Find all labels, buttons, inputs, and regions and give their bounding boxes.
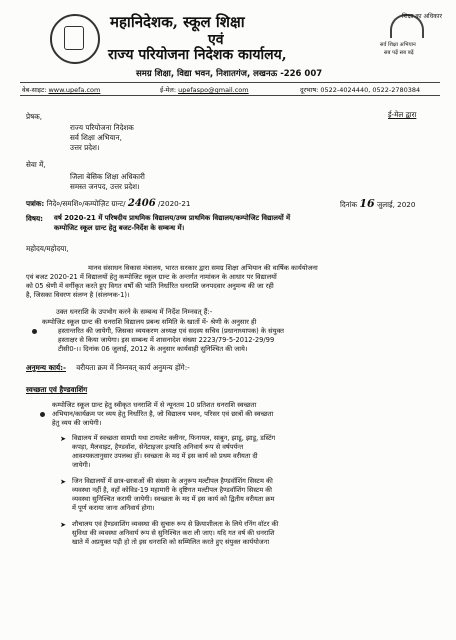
handwritten-letter-number: 2406 bbox=[127, 198, 156, 209]
arrow2-line3: व्यवस्था सुनिश्चित करायी जायेगी। स्वच्छता के मद में इस कार्य को द्वितीय वरीयता क्रम bbox=[72, 495, 275, 503]
handwritten-date-day: 16 bbox=[359, 197, 375, 210]
section-heading bbox=[26, 363, 190, 373]
sender-line3: उत्तर प्रदेश। bbox=[70, 143, 100, 152]
bullet1-line3: हस्ताक्षर से किया जायेगा। इस सम्बन्ध में शासनादेश संख्या 2223/79-5-2012-29/99 bbox=[58, 336, 275, 344]
website-label: वेब-साइट: bbox=[22, 86, 47, 94]
bullet1-dot bbox=[32, 321, 42, 340]
up-emblem-logo bbox=[50, 14, 100, 64]
reference-year: /2020-21 bbox=[158, 199, 191, 208]
email-label: ई-मेल: bbox=[160, 86, 177, 94]
date-row bbox=[340, 199, 415, 210]
date-label: दिनांक bbox=[340, 200, 358, 209]
arrow2-line2: व्यवस्था नहीं है, वहाँ कोविड-19 महामारी के दृष्टिगत मल्टीपल हैण्डवॉशिंग सिस्टम की bbox=[72, 486, 273, 494]
reference-number: निदे०/समशि०/कम्पोज़िट ग्रान्ट/ bbox=[46, 199, 126, 208]
sender-line1: राज्य परियोजना निदेशक bbox=[70, 123, 134, 132]
bullet2-line3: हेतु व्यय की जायेगी। bbox=[52, 419, 102, 427]
bullet2-dot bbox=[40, 404, 50, 423]
para1-line4: है, जिसका विवरण संलग्न है (संलग्नक-1)। bbox=[26, 291, 130, 299]
rte-ssa-logo bbox=[376, 10, 442, 60]
para2: उक्त धनराशि के उपभोग करने के सम्बन्ध में निर्देश निम्नवत् हैं:- bbox=[56, 308, 213, 316]
para1-line1: मानव संसाधन विकास मंत्रालय, भारत सरकार द्वारा समग्र शिक्षा अभियान की वार्षिक कार्ययोजना bbox=[88, 264, 318, 272]
arrow1-line3: आवश्यकतानुसार उपलब्ध हों। स्वच्छता के मद में इस कार्य को प्रथम वरीयता दी bbox=[72, 452, 258, 460]
bullet2-line2: अभियान/कार्यक्रम पर व्यय हेतु निर्धारित है, जो विद्यालय भवन, परिसर एवं छात्रों की स्वच्छता bbox=[52, 410, 274, 418]
arrow1-line2: कपड़ा, मैलवाइट, हैण्डवॉश, सेनेटाइजर इत्यादि अनिवार्य रूप से वर्षपर्यन्त bbox=[72, 443, 244, 451]
arrow3-line2: सुविधा की व्यवस्था अनिवार्य रूप से सुनिश्चित करा ली जाए। यदि गत वर्ष की धनराशि bbox=[72, 529, 275, 537]
ssa-logo-text: सर्व शिक्षा अभियान bbox=[380, 42, 416, 48]
subheading-cleanliness: स्वच्छता एवं हैण्डवाशिंग bbox=[26, 385, 88, 394]
arrow2-icon: ➤ bbox=[60, 477, 67, 486]
arrow2-line4: में पूर्ण कराया जाना अनिवार्य होगा। bbox=[72, 504, 155, 512]
reference-row bbox=[26, 199, 190, 209]
letterhead-title-line1: महानिदेशक, स्कूल शिक्षा bbox=[110, 13, 245, 31]
sender-line2: सर्व शिक्षा अभियान, bbox=[70, 133, 122, 142]
para1-line3: को 05 श्रेणी में वर्गीकृत करते हुए विगत वर्षों की भांति निर्धारित धनराशि जनपदवार अनुमन्य की जा रही bbox=[26, 282, 274, 290]
arrow2-line1: जिन विद्यालयों में छात्र-छात्राओं की संख्या के अनुरूप मल्टीपल हैण्डवॉशिंग सिस्टम की bbox=[72, 477, 273, 485]
recipient-label: सेवा में, bbox=[26, 160, 46, 169]
email-row bbox=[160, 85, 249, 94]
website-link[interactable]: www.upefa.com bbox=[48, 86, 101, 94]
arrow3-line1: शौचालय एवं हैण्डवाशिंग व्यवस्था की सुचारु रूप से क्रियाशीलता के लिये रनिंग वॉटर की bbox=[72, 520, 279, 528]
phone-number: 0522-4024440, 0522-2780384 bbox=[320, 86, 421, 94]
bullet1-line4: टीसी0-।। दिनांक 06 जुलाई, 2012 के अनुसार कार्यवाही सुनिश्चित की जाये। bbox=[58, 345, 248, 353]
phone-label: दूरभाष: bbox=[300, 86, 319, 94]
recipient-line2: समस्त जनपद, उत्तर प्रदेश। bbox=[70, 182, 140, 191]
ssa-tagline: सब पढ़ें सब बढ़ें bbox=[384, 50, 414, 56]
rte-logo-text: शिक्षा का अधिकार bbox=[402, 13, 442, 20]
recipient-line1: जिला बेसिक शिक्षा अधिकारी bbox=[70, 172, 145, 181]
subject-line2: कम्पोजिट स्कूल ग्रान्ट हेतु बजट-निर्देश के सम्बन्ध में। bbox=[54, 224, 185, 232]
bullet1-line2: हस्तान्तरित की जायेगी, जिसका व्ययकरण अध्यक्ष एवं सदस्य सचिव (प्रधानाध्यापक) के संयुक्त bbox=[58, 327, 284, 335]
section-heading-title: अनुमन्य कार्य:- bbox=[26, 363, 66, 372]
letterhead-title-line2: एवं bbox=[208, 32, 224, 48]
date-rest: जुलाई, 2020 bbox=[376, 200, 416, 209]
contact-divider bbox=[20, 95, 440, 96]
bullet1-line1: कम्पोजिट स्कूल ग्रान्ट की धनराशि विद्यालय प्रबन्ध समिति के खातों में- श्रेणी के अनुसार ही bbox=[42, 318, 257, 326]
subject-label: विषय: bbox=[26, 214, 44, 223]
email-mode-note: ई-मेल द्वारा bbox=[388, 110, 417, 119]
salutation: महोदय/महोदया, bbox=[26, 244, 69, 253]
phone-row bbox=[300, 85, 420, 94]
letterhead-address: समग्र शिक्षा, विद्या भवन, निशातगंज, लखनऊ -226 007 bbox=[136, 69, 323, 79]
arrow3-line3: खाते में अप्रयुक्त पड़ी हो तो इस धनराशि को सम्मिलित करते हुए संयुक्त कार्ययोजना bbox=[72, 538, 270, 546]
section-heading-text: वरीयता क्रम में निम्नवत् कार्य अनुमन्य होंगे:- bbox=[76, 363, 190, 372]
website-row bbox=[22, 85, 100, 94]
subject-line1: वर्ष 2020-21 में परिषदीय प्राथमिक विद्यालय/उच्च प्राथमिक विद्यालय/कम्पोजिट विद्यालयों में bbox=[54, 214, 291, 222]
arrow3-icon: ➤ bbox=[60, 520, 67, 529]
reference-label: पत्रांक: bbox=[26, 199, 45, 208]
sender-label: प्रेषक, bbox=[26, 112, 43, 121]
header-divider bbox=[20, 82, 440, 83]
arrow1-line4: जायेगी। bbox=[72, 461, 91, 469]
bullet2-line1: कम्पोजिट स्कूल ग्रान्ट हेतु स्वीकृत धनराशि में से न्यूनतम 10 प्रतिशत धनराशि स्वच्छता bbox=[52, 401, 257, 409]
para1-line2: एवं बजट 2020-21 में विद्यालयों हेतु कम्पोजिट स्कूल ग्रान्ट के अन्तर्गत नामांकन के आधार पर विद्यालयों bbox=[26, 273, 277, 281]
arrow1-line1: विद्यालय में स्वच्छता सामग्री यथा टायलेट क्लीनर, फिनायल, साबुन, झाडू, झाडू, डस्टिंग bbox=[72, 434, 276, 442]
arrow1-icon: ➤ bbox=[60, 434, 67, 443]
email-link[interactable]: upefaspo@gmail.com bbox=[178, 86, 249, 94]
letterhead-title-line3: राज्य परियोजना निदेशक कार्यालय, bbox=[108, 47, 287, 63]
